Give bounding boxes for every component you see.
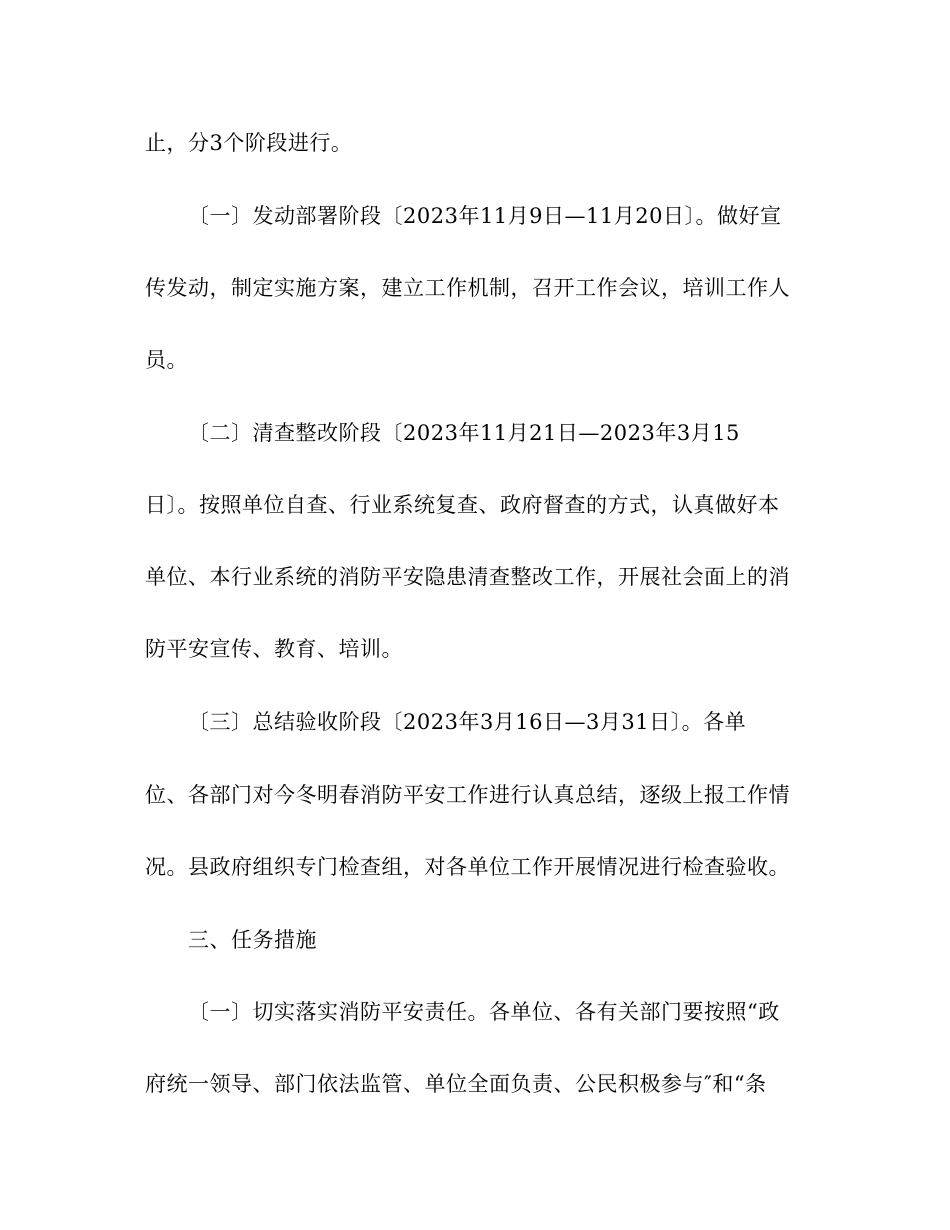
text-line: 日〕。按照单位自查、行业系统复查、政府督查的方式，认真做好本	[145, 493, 780, 517]
section-heading: 三、任务措施	[188, 928, 317, 952]
text-line: 位、各部门对今冬明春消防平安工作进行认真总结，逐级上报工作情	[145, 783, 790, 807]
text-line: 止，分3个阶段进行。	[145, 131, 353, 155]
text-line: 单位、本行业系统的消防平安隐患清查整改工作，开展社会面上的消	[145, 565, 790, 589]
text-line: 传发动，制定实施方案，建立工作机制，召开工作会议，培训工作人	[145, 276, 790, 300]
text-line: 〔三〕总结验收阶段〔2023年3月16日—3月31日〕。各单	[188, 710, 747, 734]
text-line: 〔二〕清查整改阶段〔2023年11月21日—2023年3月15	[188, 421, 740, 445]
text-line: 防平安宣传、教育、培训。	[145, 637, 403, 661]
text-line: 府统一领导、部门依法监管、单位全面负责、公民积极参与″和“条	[145, 1072, 767, 1096]
text-line: 况。县政府组织专门检查组，对各单位工作开展情况进行检查验收。	[145, 855, 790, 879]
text-line: 〔一〕切实落实消防平安责任。各单位、各有关部门要按照“政	[188, 1000, 780, 1024]
text-line: 〔一〕发动部署阶段〔2023年11月9日—11月20日〕。做好宣	[188, 204, 782, 228]
text-line: 员。	[145, 348, 188, 372]
